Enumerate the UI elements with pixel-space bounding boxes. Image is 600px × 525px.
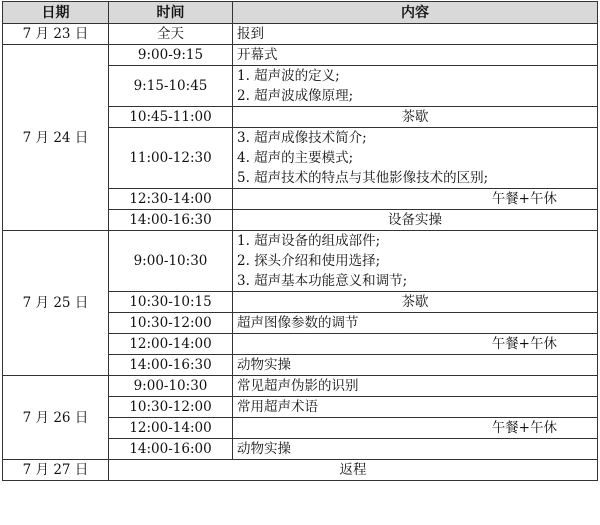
content-cell (233, 231, 598, 292)
content-line: 常用超声术语 (237, 399, 318, 415)
content-cell (233, 66, 598, 107)
content-cell (233, 107, 598, 128)
header-row (3, 2, 598, 24)
content-line: 动物实操 (237, 441, 291, 457)
time-cell: 12:00-14:00 (109, 418, 233, 439)
header-date: 日期 (3, 2, 109, 24)
content-cell (233, 128, 598, 189)
content-line: 1. 超声设备的组成部件; (237, 233, 381, 249)
time-cell: 14:00-16:30 (109, 210, 233, 231)
table-row (3, 24, 598, 45)
header-content: 内容 (233, 2, 598, 24)
content-line: 返程 (339, 462, 367, 478)
content-line: 2. 超声波成像原理; (237, 88, 354, 104)
content-cell (233, 376, 598, 397)
date-cell: 7 月 24 日 (3, 45, 109, 231)
date-cell: 7 月 23 日 (3, 24, 109, 45)
time-cell: 11:00-12:30 (109, 128, 233, 189)
content-cell (233, 439, 598, 460)
content-cell (233, 397, 598, 418)
content-line: 报到 (237, 26, 264, 42)
content-line: 超声图像参数的调节 (237, 315, 359, 331)
content-cell (233, 24, 598, 45)
time-cell: 10:45-11:00 (109, 107, 233, 128)
time-cell: 12:30-14:00 (109, 189, 233, 210)
content-cell (233, 418, 598, 439)
content-line: 茶歇 (401, 294, 429, 310)
time-cell: 10:30-10:15 (109, 292, 233, 313)
content-line: 5. 超声技术的特点与其他影像技术的区别; (237, 170, 489, 186)
content-cell (109, 460, 598, 481)
table-row (3, 45, 598, 66)
time-cell: 全天 (109, 24, 233, 45)
content-cell (233, 292, 598, 313)
table-header (3, 2, 598, 24)
header-time: 时间 (109, 2, 233, 24)
content-cell (233, 355, 598, 376)
table-row (3, 460, 598, 481)
content-line: 4. 超声的主要模式; (237, 150, 354, 166)
time-cell: 9:00-10:30 (109, 376, 233, 397)
time-cell: 12:00-14:00 (109, 334, 233, 355)
time-cell: 9:15-10:45 (109, 66, 233, 107)
time-cell: 14:00-16:30 (109, 355, 233, 376)
content-line: 午餐+午休 (491, 420, 557, 436)
content-line: 3. 超声基本功能意义和调节; (237, 273, 408, 289)
content-line: 常见超声伪影的识别 (237, 378, 359, 394)
schedule-table (2, 1, 598, 481)
content-line: 设备实操 (388, 212, 442, 228)
content-cell (233, 189, 598, 210)
content-line: 动物实操 (237, 357, 291, 373)
date-cell: 7 月 26 日 (3, 376, 109, 460)
time-cell: 9:00-10:30 (109, 231, 233, 292)
content-cell (233, 313, 598, 334)
content-line: 开幕式 (237, 47, 278, 63)
time-cell: 9:00-9:15 (109, 45, 233, 66)
table-body (3, 24, 598, 481)
content-line: 午餐+午休 (491, 336, 557, 352)
time-cell: 10:30-12:00 (109, 397, 233, 418)
date-cell: 7 月 27 日 (3, 460, 109, 481)
content-cell (233, 334, 598, 355)
date-cell: 7 月 25 日 (3, 231, 109, 376)
content-line: 2. 探头介绍和使用选择; (237, 253, 381, 269)
content-line: 午餐+午休 (491, 191, 557, 207)
table-row (3, 231, 598, 292)
content-cell (233, 210, 598, 231)
content-line: 1. 超声波的定义; (237, 68, 340, 84)
table-row (3, 376, 598, 397)
content-line: 3. 超声成像技术简介; (237, 130, 367, 146)
time-cell: 14:00-16:00 (109, 439, 233, 460)
content-line: 茶歇 (401, 109, 429, 125)
content-cell (233, 45, 598, 66)
time-cell: 10:30-12:00 (109, 313, 233, 334)
